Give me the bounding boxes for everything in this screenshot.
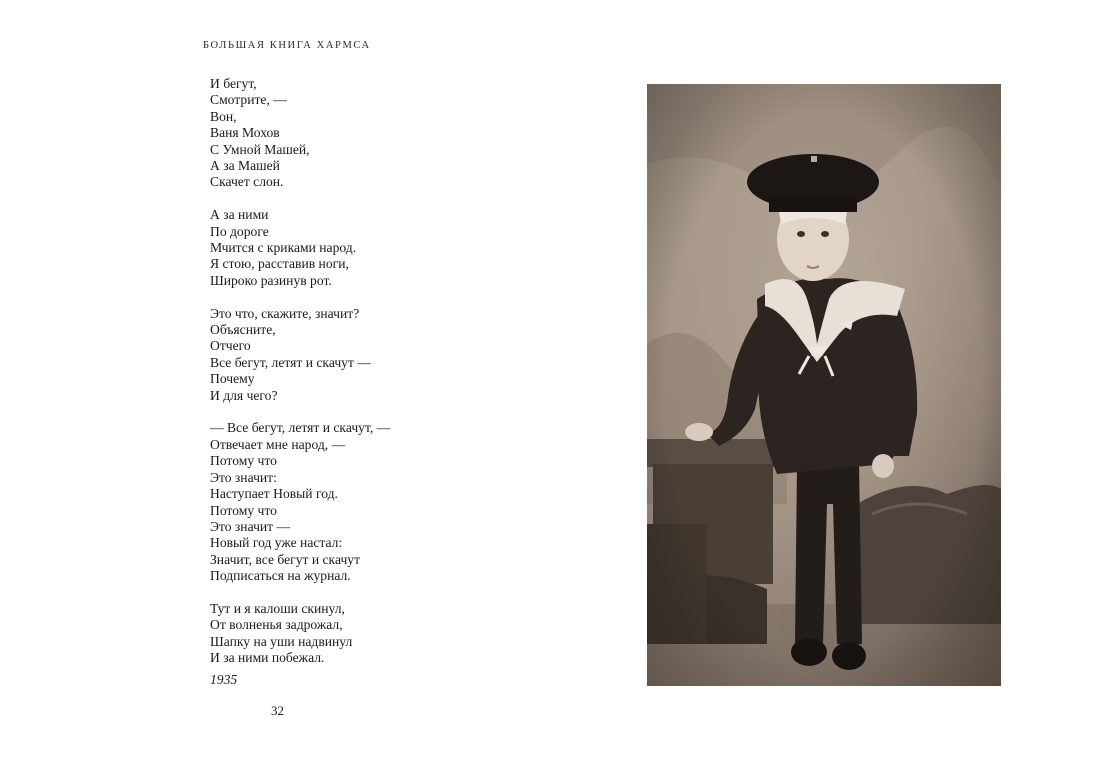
- poem-line: Мчится с криками народ.: [210, 240, 357, 256]
- poem-line: Тут и я калоши скинул,: [210, 600, 345, 616]
- poem-line: Потому что: [210, 502, 277, 518]
- poem-line: Смотрите, —: [210, 92, 287, 108]
- poem-line: Объясните,: [210, 322, 276, 338]
- poem-line: С Умной Машей,: [210, 141, 310, 157]
- poem-line: Все бегут, летят и скачут —: [210, 354, 371, 370]
- poem-line: И за ними побежал.: [210, 650, 325, 666]
- poem-text: [210, 76, 550, 667]
- poem-line: И для чего?: [210, 387, 278, 403]
- stanza: [210, 306, 550, 404]
- poem-line: Потому что: [210, 453, 277, 469]
- poem-line: — Все бегут, летят и скачут, —: [210, 420, 391, 436]
- poem-line: Подписаться на журнал.: [210, 568, 351, 584]
- poem-line: Значит, все бегут и скачут: [210, 551, 361, 567]
- poem-line: Почему: [210, 371, 255, 387]
- poem-line: Я стою, расставив ноги,: [210, 256, 349, 272]
- boy-portrait-illustration: [647, 84, 1001, 686]
- poem-line: Шапку на уши надвинул: [210, 633, 353, 649]
- poem-line: Новый год уже настал:: [210, 535, 343, 551]
- poem-line: Это значит —: [210, 518, 291, 534]
- vintage-photo: [647, 84, 1001, 686]
- poem-line: Наступает Новый год.: [210, 486, 338, 502]
- stanza: [210, 420, 550, 584]
- poem-line: Широко разинув рот.: [210, 272, 332, 288]
- poem-line: Это что, скажите, значит?: [210, 305, 360, 321]
- poem-line: По дороге: [210, 223, 269, 239]
- stanza: [210, 76, 550, 191]
- poem-line: Ваня Мохов: [210, 125, 280, 141]
- poem-line: От волненья задрожал,: [210, 617, 343, 633]
- poem-line: А за ними: [210, 207, 269, 223]
- poem-line: Отвечает мне народ, —: [210, 436, 346, 452]
- page-number: 32: [271, 703, 284, 718]
- poem-line: А за Машей: [210, 158, 280, 174]
- poem-date: 1935: [210, 672, 238, 687]
- poem-line: Скачет слон.: [210, 174, 284, 190]
- poem-line: Вон,: [210, 108, 237, 124]
- stanza: [210, 601, 550, 667]
- poem-line: Это значит:: [210, 469, 277, 485]
- stanza: [210, 207, 550, 289]
- poem-line: И бегут,: [210, 76, 257, 91]
- running-title: БОЛЬШАЯ КНИГА ХАРМСА: [203, 40, 371, 51]
- poem-line: Отчего: [210, 338, 251, 354]
